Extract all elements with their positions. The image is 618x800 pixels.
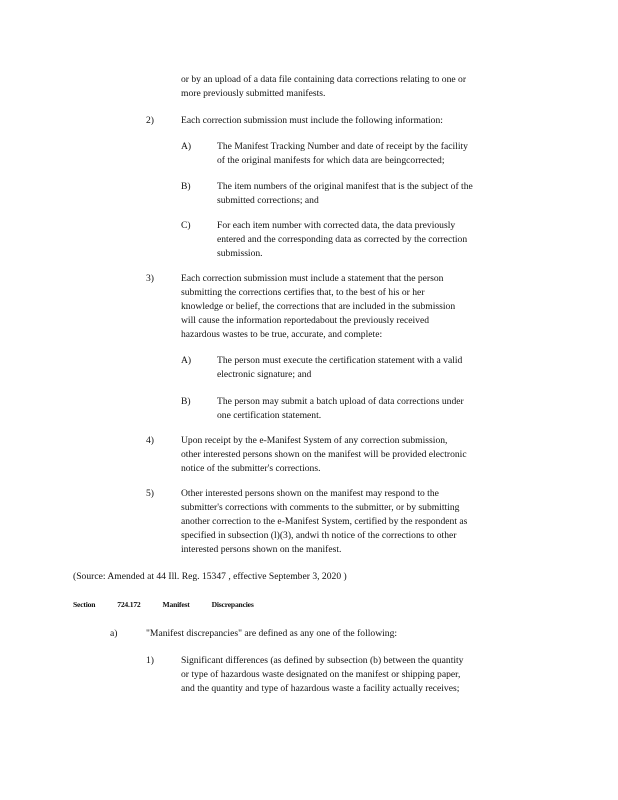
text-line: Each correction submission must include the following information:: [181, 115, 443, 126]
item-a-paragraph: [146, 627, 397, 641]
item-2c-paragraph: [217, 219, 467, 261]
text-line: submission.: [217, 248, 263, 259]
text-line: will cause the information reportedabout the previously received: [181, 315, 430, 326]
section-label: Section: [73, 600, 96, 609]
subitem-letter: C): [181, 220, 191, 231]
item-2a-paragraph: [217, 140, 468, 168]
text-line: The Manifest Tracking Number and date of receipt by the facility: [217, 141, 468, 152]
text-line: Other interested persons shown on the manifest may respond to the: [181, 488, 439, 499]
item-a1-paragraph: [181, 654, 463, 696]
text-line: and the quantity and type of hazardous waste a facility actually receives;: [181, 683, 460, 694]
item-3b-paragraph: [217, 395, 464, 423]
text-line: Upon receipt by the e-Manifest System of any correction submission,: [181, 435, 448, 446]
section-heading: [73, 598, 276, 612]
text-line: other interested persons shown on the manifest will be provided electronic: [181, 449, 467, 460]
subitem-letter: A): [181, 355, 192, 366]
text-line: or by an upload of a data file containing data corrections relating to one or: [181, 74, 467, 85]
text-line: For each item number with corrected data, the data previously: [217, 220, 456, 231]
item-4-paragraph: [181, 434, 467, 476]
text-line: electronic signature; and: [217, 369, 312, 380]
text-line: more previously submitted manifests.: [181, 88, 326, 99]
continuation-paragraph: [181, 73, 466, 101]
text-line: notice of the submitter's corrections.: [181, 463, 321, 474]
item-number: 1): [146, 655, 154, 666]
text-line: interested persons shown on the manifest.: [181, 544, 342, 555]
item-3-paragraph: [181, 272, 455, 342]
text-line: another correction to the e-Manifest System, certified by the respondent as: [181, 516, 468, 527]
text-line: The person may submit a batch upload of data corrections under: [217, 396, 464, 407]
section-number: 724.172: [117, 600, 141, 609]
subitem-letter: A): [181, 141, 192, 152]
item-number: 4): [146, 435, 154, 446]
text-line: submitting the corrections certifies that, to the best of his or her: [181, 287, 425, 298]
text-line: The item numbers of the original manifest that is the subject of the: [217, 181, 473, 192]
text-line: Significant differences (as defined by subsection (b) between the quantity: [181, 655, 464, 666]
text-line: knowledge or belief, the corrections that are included in the submission: [181, 301, 456, 312]
item-2b-paragraph: [217, 180, 473, 208]
text-line: of the original manifests for which data are beingcorrected;: [217, 155, 445, 166]
text-line: entered and the corresponding data as corrected by the correction: [217, 234, 468, 245]
source-note: [73, 570, 347, 584]
text-line: submitter's corrections with comments to the submitter, or by submitting: [181, 502, 460, 513]
item-number: 3): [146, 273, 154, 284]
text-line: or type of hazardous waste designated on the manifest or shipping paper,: [181, 669, 461, 680]
text-line: submitted corrections; and: [217, 195, 319, 206]
text-line: one certification statement.: [217, 410, 322, 421]
item-5-paragraph: [181, 487, 467, 557]
item-number: 5): [146, 488, 154, 499]
section-title-word: Manifest: [162, 600, 190, 609]
subitem-letter: B): [181, 396, 191, 407]
subitem-letter: B): [181, 181, 191, 192]
section-title-word: Discrepancies: [211, 600, 254, 609]
text-line: specified in subsection (l)(3), andwi th notice of the corrections to other: [181, 530, 457, 541]
text-line: Each correction submission must include a statement that the person: [181, 273, 444, 284]
item-number: 2): [146, 115, 154, 126]
item-3a-paragraph: [217, 354, 462, 382]
text-line: "Manifest discrepancies" are defined as any one of the following:: [146, 628, 398, 639]
text-line: hazardous wastes to be true, accurate, and complete:: [181, 329, 383, 340]
text-line: (Source: Amended at 44 Ill. Reg. 15347 , effective September 3, 2020 ): [73, 571, 347, 582]
item-2-paragraph: [181, 114, 443, 128]
item-letter: a): [110, 628, 118, 639]
text-line: The person must execute the certification statement with a valid: [217, 355, 463, 366]
